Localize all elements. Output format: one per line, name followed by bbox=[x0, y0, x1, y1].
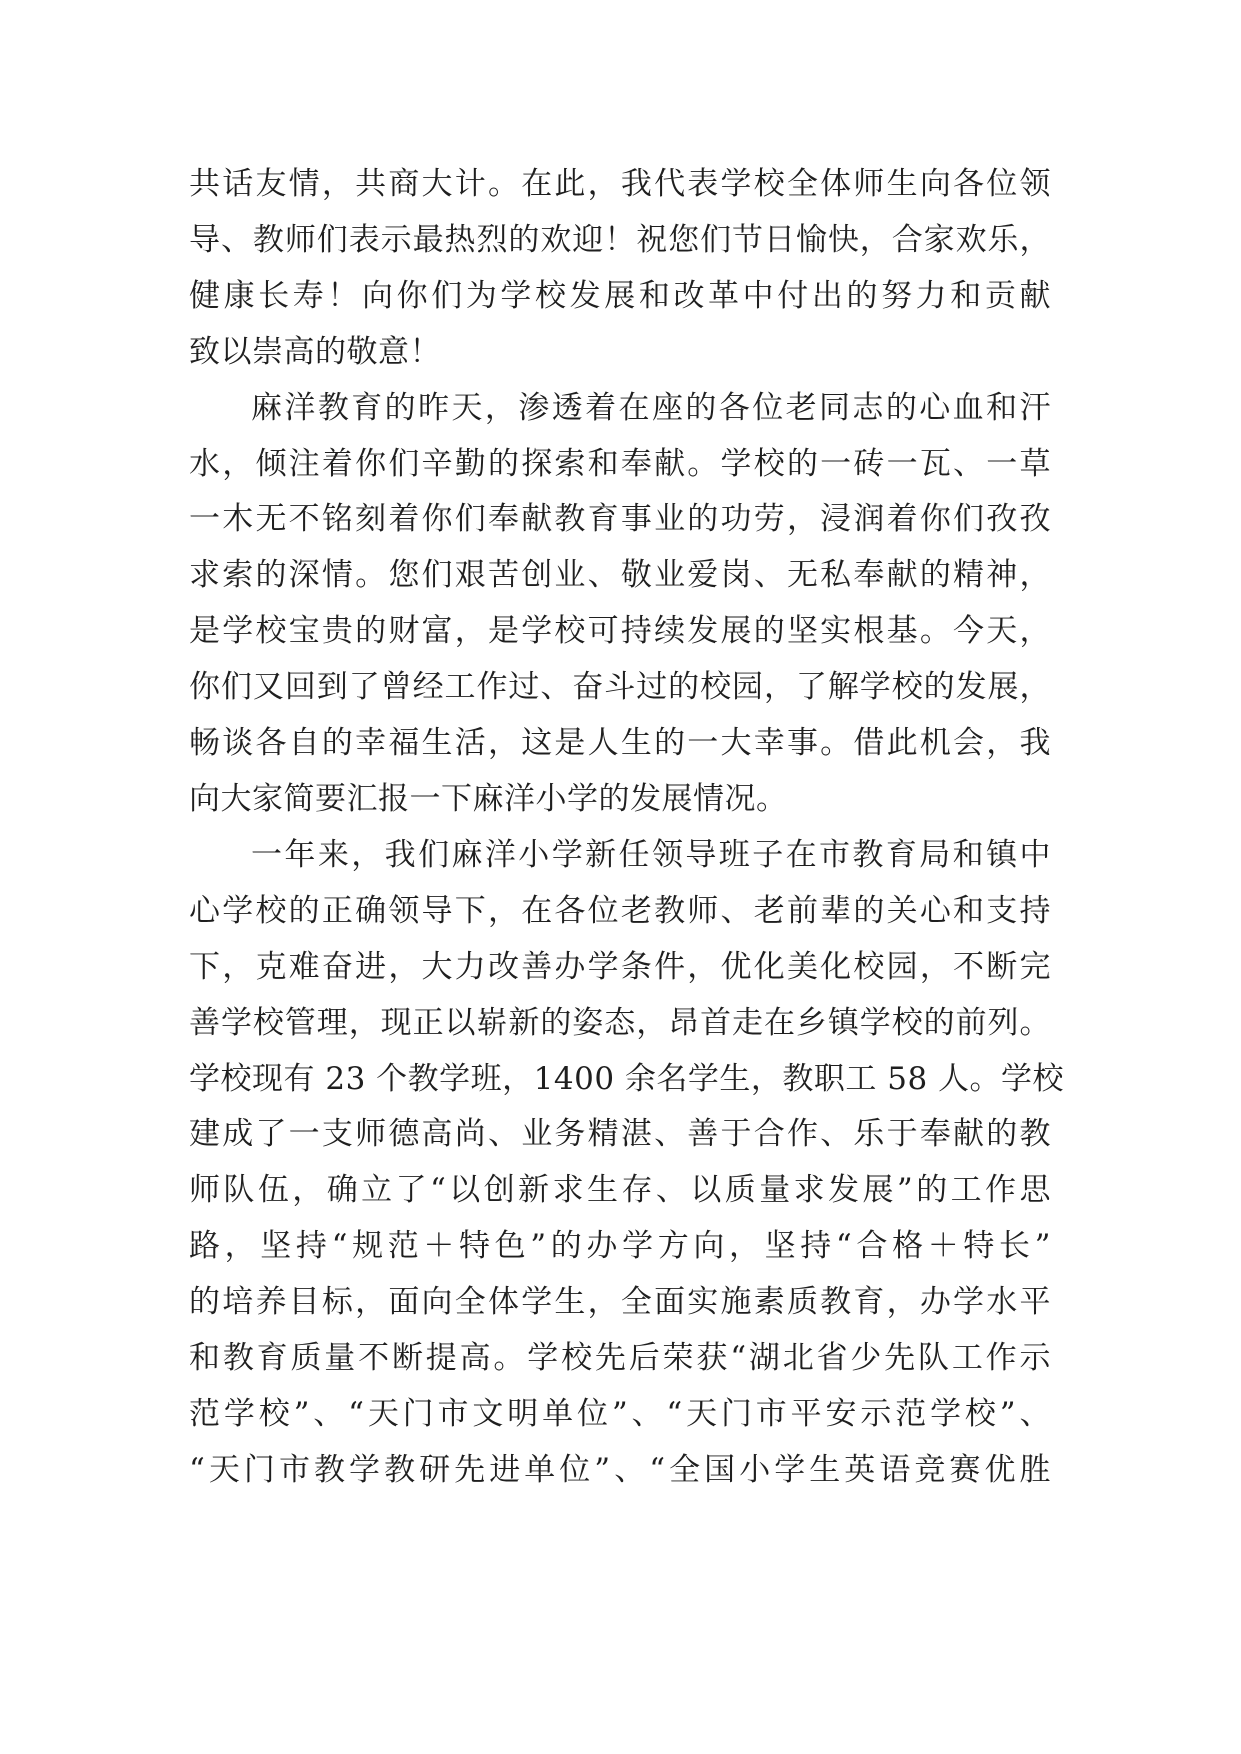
text-line: 健康长寿！向你们为学校发展和改革中付出的努力和贡献 bbox=[189, 277, 1051, 314]
text-line: 一木无不铭刻着你们奉献教育事业的功劳，浸润着你们孜孜 bbox=[189, 501, 1051, 538]
text-line: 向大家简要汇报一下麻洋小学的发展情况。 bbox=[189, 780, 788, 817]
text-line: 求索的深情。您们艰苦创业、敬业爱岗、无私奉献的精神， bbox=[189, 557, 1051, 594]
paragraph-2 bbox=[189, 381, 1051, 828]
text-line: 水，倾注着你们辛勤的探索和奉献。学校的一砖一瓦、一草 bbox=[189, 445, 1051, 482]
text-line: 学校现有 23 个教学班，1400 余名学生，教职工 58 人。学校 bbox=[189, 1060, 1065, 1097]
text-line: 畅谈各自的幸福生活，这是人生的一大幸事。借此机会，我 bbox=[189, 725, 1051, 762]
text-line: 一年来，我们麻洋小学新任领导班子在市教育局和镇中 bbox=[251, 836, 1051, 873]
text-line: 导、教师们表示最热烈的欢迎！祝您们节日愉快，合家欢乐， bbox=[189, 221, 1051, 258]
text-line: 的培养目标，面向全体学生，全面实施素质教育，办学水平 bbox=[189, 1284, 1051, 1321]
text-line: 范学校”、“天门市文明单位”、“天门市平安示范学校”、 bbox=[189, 1395, 1051, 1432]
text-line: 善学校管理，现正以崭新的姿态，昂首走在乡镇学校的前列。 bbox=[189, 1004, 1051, 1041]
text-line: 麻洋教育的昨天，渗透着在座的各位老同志的心血和汗 bbox=[251, 389, 1051, 426]
document-body bbox=[189, 157, 1065, 1499]
text-line: 你们又回到了曾经工作过、奋斗过的校园，了解学校的发展， bbox=[189, 669, 1051, 706]
text-line: 是学校宝贵的财富，是学校可持续发展的坚实根基。今天， bbox=[189, 613, 1051, 650]
text-line: 致以崇高的敬意！ bbox=[189, 333, 441, 370]
text-line: 心学校的正确领导下，在各位老教师、老前辈的关心和支持 bbox=[189, 892, 1051, 929]
paragraph-1 bbox=[189, 157, 1051, 381]
paragraph-3 bbox=[189, 828, 1065, 1499]
text-line: 路，坚持“规范＋特色”的办学方向，坚持“合格＋特长” bbox=[189, 1228, 1051, 1265]
text-line: 建成了一支师德高尚、业务精湛、善于合作、乐于奉献的教 bbox=[189, 1116, 1051, 1153]
text-line: 共话友情，共商大计。在此，我代表学校全体师生向各位领 bbox=[189, 166, 1051, 202]
text-line: 和教育质量不断提高。学校先后荣获“湖北省少先队工作示 bbox=[189, 1340, 1051, 1377]
text-line: 师队伍，确立了“以创新求生存、以质量求发展”的工作思 bbox=[189, 1172, 1051, 1209]
text-line: 下，克难奋进，大力改善办学条件，优化美化校园，不断完 bbox=[189, 948, 1051, 985]
text-line: “天门市教学教研先进单位”、“全国小学生英语竞赛优胜 bbox=[189, 1451, 1051, 1488]
